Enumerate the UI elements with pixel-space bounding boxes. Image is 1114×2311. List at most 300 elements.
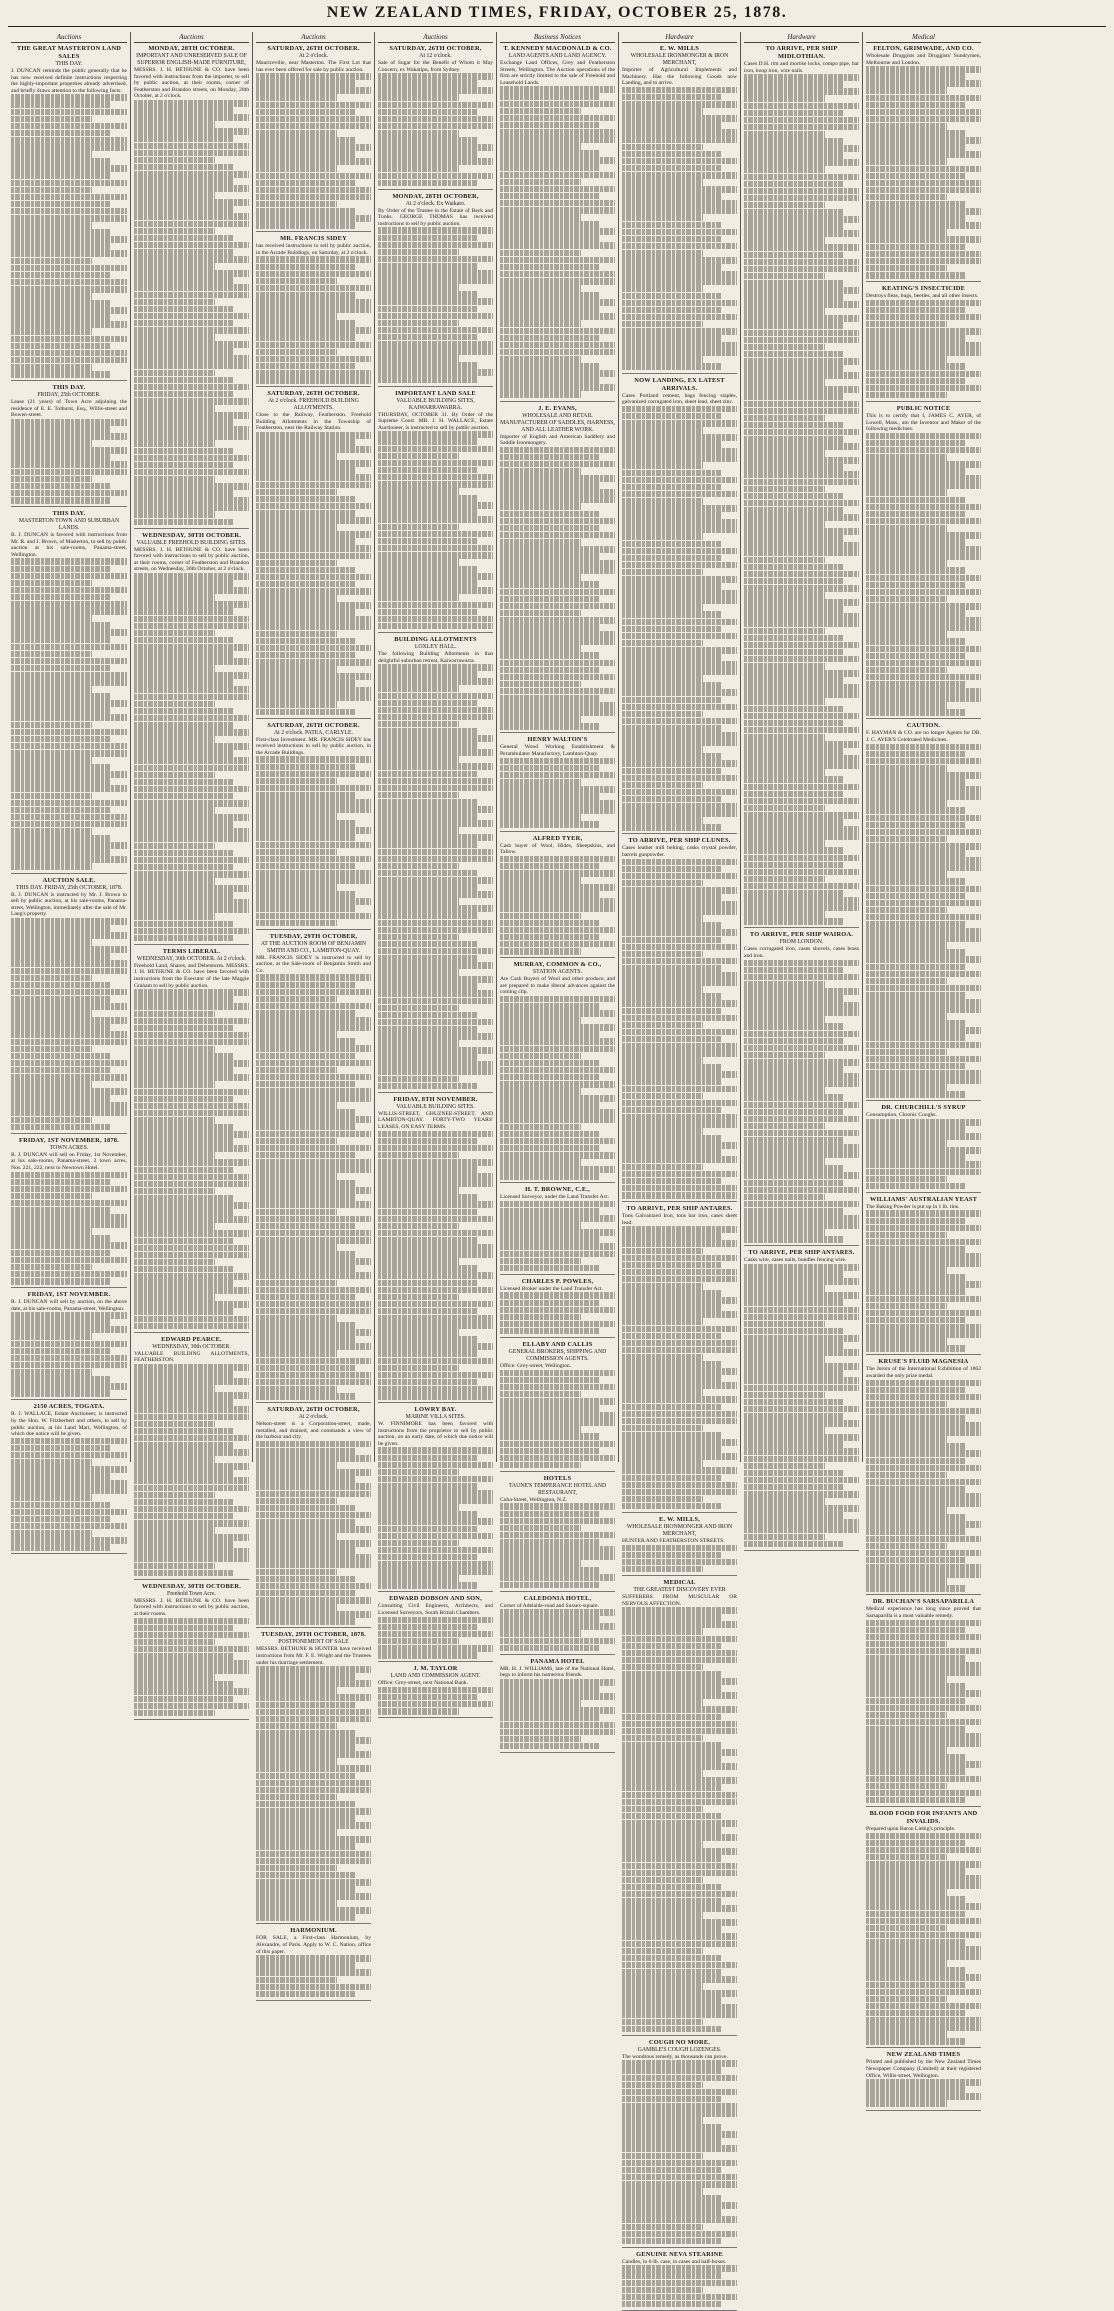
text-line <box>866 765 947 772</box>
text-line <box>744 741 859 748</box>
text-line <box>378 1083 477 1090</box>
text-line <box>500 1560 581 1567</box>
text-line <box>11 1348 111 1355</box>
text-line <box>378 151 477 158</box>
text-line <box>500 1729 615 1736</box>
text-line <box>500 1370 615 1377</box>
text-line <box>256 567 355 574</box>
ad-title: PANAMA HOTEL <box>530 1657 585 1665</box>
text-line <box>11 743 127 750</box>
text-line <box>256 659 371 666</box>
text-line <box>500 553 599 560</box>
text-line <box>866 1521 981 1528</box>
text-line <box>866 617 981 624</box>
text-line <box>622 1714 721 1721</box>
text-line <box>256 496 355 503</box>
text-line <box>11 1039 127 1046</box>
text-line <box>744 578 843 585</box>
text-line <box>378 263 477 270</box>
text-line <box>866 236 981 243</box>
text-line <box>744 1016 825 1023</box>
text-line <box>744 1342 843 1349</box>
text-line <box>256 1865 337 1872</box>
text-line <box>744 974 859 981</box>
ad-body: The wondrous remedy, as thousands can prove. <box>622 2053 728 2060</box>
text-line <box>622 704 737 711</box>
text-line <box>256 123 371 130</box>
text-line <box>378 778 493 785</box>
text-line <box>622 1064 721 1071</box>
text-line <box>500 186 615 193</box>
ad-title: TO ARRIVE, PER SHIP WAIROA. <box>749 931 854 939</box>
text-line <box>378 552 493 559</box>
ad-title: E. W. MILLS, <box>659 1515 700 1523</box>
text-line <box>866 1790 981 1797</box>
ad-body: General Wood Working Establishment & Perambulator Manufactory, Lambton-Quay. <box>500 744 615 758</box>
text-line <box>622 2181 737 2188</box>
text-line <box>622 1396 737 1403</box>
text-line <box>11 1319 111 1326</box>
text-line <box>256 144 371 151</box>
text-line <box>256 116 371 123</box>
text-line <box>622 1467 737 1474</box>
ad-title: BLOOD FOOD FOR INFANTS AND INVALIDS. <box>869 1809 978 1825</box>
text-line <box>744 734 825 741</box>
text-line <box>134 679 233 686</box>
text-line <box>256 1322 355 1329</box>
text-line <box>256 446 371 453</box>
text-line <box>744 308 825 315</box>
text-line <box>134 921 233 928</box>
text-line <box>744 152 843 159</box>
text-line <box>622 1347 737 1354</box>
text-line <box>622 569 703 576</box>
text-line <box>11 1186 127 1193</box>
text-line <box>866 1712 947 1719</box>
text-line <box>866 567 965 574</box>
text-line <box>622 951 703 958</box>
text-line <box>134 235 233 242</box>
text-line <box>866 695 981 702</box>
text-line <box>134 1548 249 1555</box>
text-line <box>11 601 127 608</box>
text-line <box>744 698 825 705</box>
text-line <box>11 672 127 679</box>
text-line <box>500 129 615 136</box>
text-line <box>500 214 581 221</box>
text-line <box>256 482 371 489</box>
text-line <box>866 1761 981 1768</box>
text-line <box>256 1053 355 1060</box>
text-line <box>622 1368 737 1375</box>
ad-title: THE GREAT MASTERTON LAND SALES <box>16 45 122 60</box>
text-line <box>11 1053 111 1060</box>
text-line <box>866 978 947 985</box>
text-line <box>500 581 599 588</box>
text-line <box>744 1094 843 1101</box>
text-line <box>11 250 127 257</box>
text-line <box>866 222 981 229</box>
text-line <box>134 1138 233 1145</box>
text-line <box>622 2231 737 2238</box>
text-line <box>378 962 493 969</box>
text-line <box>134 1167 233 1174</box>
column-heading: Hardware <box>622 32 737 43</box>
advertisement <box>744 45 859 928</box>
text-line <box>866 1733 981 1740</box>
text-line <box>866 258 981 265</box>
text-line <box>378 158 493 165</box>
text-line <box>134 906 249 913</box>
text-line <box>11 1067 111 1074</box>
text-line <box>11 1383 127 1390</box>
text-line <box>744 649 843 656</box>
text-line <box>134 483 249 490</box>
text-line <box>11 1117 92 1124</box>
text-line <box>11 1445 111 1452</box>
text-line <box>256 1829 337 1836</box>
text-line <box>378 728 477 735</box>
text-line <box>134 1287 249 1294</box>
text-line <box>11 1228 92 1235</box>
text-line <box>11 651 92 658</box>
ad-title: HENRY WALTON'S <box>527 736 588 744</box>
text-line <box>622 1121 737 1128</box>
text-line <box>866 1493 981 1500</box>
text-line <box>866 1528 965 1535</box>
text-line <box>256 1315 337 1322</box>
text-line <box>256 1561 371 1568</box>
text-line <box>866 772 981 779</box>
text-line <box>622 1834 737 1841</box>
text-line <box>622 1475 721 1482</box>
ad-subtitle: GAMBLE'S COUGH LOZENGES. <box>637 2046 722 2053</box>
text-line <box>500 617 615 624</box>
text-line <box>744 642 859 649</box>
text-line <box>622 2082 703 2089</box>
text-line <box>744 514 859 521</box>
text-line <box>256 1611 371 1618</box>
text-line <box>744 131 825 138</box>
text-line <box>256 1350 337 1357</box>
ad-body: This is to certify that I, JAMES C. AYER, of Lowell, Mass., am the Inventor and Maker of the following medicines. <box>866 412 981 433</box>
ad-title: J. E. EVANS, <box>538 404 577 412</box>
ad-title: TERMS LIBERAL. <box>162 947 221 955</box>
text-line <box>622 108 703 115</box>
advertisement <box>256 390 371 719</box>
text-line <box>622 1411 737 1418</box>
text-line <box>500 941 615 948</box>
text-line <box>622 1489 737 1496</box>
text-line <box>866 349 981 356</box>
advertisement <box>622 377 737 835</box>
text-line <box>744 1356 825 1363</box>
text-line <box>134 935 233 942</box>
text-line <box>256 1483 371 1490</box>
text-line <box>378 1694 477 1701</box>
ad-body: Consumption, Chronic Coughs. <box>866 1112 937 1119</box>
text-line <box>500 638 615 645</box>
text-line <box>866 681 965 688</box>
text-line <box>134 1117 215 1124</box>
text-line <box>622 1192 737 1199</box>
text-line <box>11 172 111 179</box>
text-line <box>11 1193 92 1200</box>
text-line <box>256 785 371 792</box>
ad-subtitle: At 2 o'clock. Ex Waikato. <box>405 200 466 207</box>
text-line <box>500 250 581 257</box>
text-line <box>378 856 493 863</box>
text-line <box>134 850 233 857</box>
text-line <box>11 461 127 468</box>
ad-subtitle: IMPORTANT AND UNRESERVED SALE OF SUPERIOR ENGLISH-MADE FURNITURE, <box>136 53 247 66</box>
text-line <box>866 893 965 900</box>
text-line <box>744 1377 859 1384</box>
text-line <box>622 768 721 775</box>
text-line <box>744 110 843 117</box>
ad-body: Freehold Land, Shares, and Debentures. MESSRS. J. H. BETHUNE & CO. have been favored with instructions from the Executor of the late Maggie Graham to sell by public auction. <box>134 962 249 989</box>
text-line <box>622 2280 737 2287</box>
text-line <box>622 1057 703 1064</box>
text-line <box>744 1102 859 1109</box>
text-line <box>622 484 721 491</box>
text-line <box>866 1013 947 1020</box>
text-line <box>256 1455 371 1462</box>
text-line <box>866 1239 981 1246</box>
text-line <box>866 1641 947 1648</box>
text-line <box>622 533 703 540</box>
text-line <box>256 73 371 80</box>
text-line <box>11 1088 127 1095</box>
text-line <box>744 819 843 826</box>
text-line <box>866 660 981 667</box>
text-line <box>134 835 249 842</box>
text-line <box>256 1258 371 1265</box>
text-line <box>866 582 965 589</box>
text-line <box>378 502 493 509</box>
text-line <box>622 562 737 569</box>
text-line <box>500 518 615 525</box>
text-line <box>500 328 615 335</box>
text-line <box>866 489 947 496</box>
text-line <box>11 222 92 229</box>
text-line <box>11 1466 127 1473</box>
text-line <box>11 686 92 693</box>
newspaper-columns <box>8 32 1106 2265</box>
text-line <box>256 109 355 116</box>
text-line <box>866 194 947 201</box>
text-line <box>866 1946 981 1953</box>
advertisement <box>378 636 493 1093</box>
text-line <box>134 1681 233 1688</box>
text-line <box>866 829 981 836</box>
text-line <box>622 810 737 817</box>
text-line <box>622 1706 737 1713</box>
text-line <box>622 2188 703 2195</box>
text-line <box>500 765 599 772</box>
text-line <box>378 1379 477 1386</box>
text-line <box>134 355 249 362</box>
text-line <box>622 1453 737 1460</box>
text-line <box>134 242 249 249</box>
ad-body: Nelson-street is a Corporation-street, made, metalled, and drained, and commands a view of the harbour and city. <box>256 1421 371 1441</box>
text-line <box>134 135 233 142</box>
ad-title: EDWARD DOBSON AND SON, <box>389 1595 482 1603</box>
text-line <box>500 589 615 596</box>
text-line <box>134 362 249 369</box>
ad-body: Medical experience has long since proved that Sarsaparilla is a most valuable remedy. <box>866 1606 981 1619</box>
text-line <box>622 165 721 172</box>
text-line <box>866 800 947 807</box>
ad-title: WEDNESDAY, 30TH OCTOBER. <box>141 531 242 539</box>
text-line <box>866 843 981 850</box>
text-line <box>256 489 337 496</box>
text-line <box>500 489 615 496</box>
text-line <box>134 221 249 228</box>
text-line <box>256 1512 371 1519</box>
ad-title: MONDAY, 28TH OCTOBER. <box>148 45 235 52</box>
ad-title: LOWRY BAY. <box>414 1406 457 1414</box>
text-line <box>500 1024 615 1031</box>
text-line <box>622 1255 737 1262</box>
text-line <box>11 1046 92 1053</box>
text-line <box>256 1045 371 1052</box>
ad-body: The Baking Powder is put up in 1 lb. tins. <box>866 1203 960 1210</box>
text-line <box>134 157 215 164</box>
text-line <box>11 608 127 615</box>
ad-title: COUGH NO MORE. <box>648 2038 711 2046</box>
text-line <box>622 321 703 328</box>
text-line <box>500 228 615 235</box>
text-line <box>622 172 737 179</box>
text-line <box>866 1387 965 1394</box>
text-line <box>744 358 859 365</box>
text-line <box>500 1067 615 1074</box>
text-line <box>256 453 337 460</box>
text-line <box>866 251 981 258</box>
ad-body: R. J. WALLACE, Estate Auctioneer, is instructed by the Hon. W. Fitzherbert and others, to sell by public auction, at his Land Mart, Wellington, of which due notice will be given. <box>11 1411 127 1438</box>
text-line <box>378 320 459 327</box>
text-line <box>256 1230 371 1237</box>
text-line <box>866 1422 981 1429</box>
text-line <box>134 843 215 850</box>
text-line <box>622 1100 737 1107</box>
text-line <box>500 716 581 723</box>
text-line <box>378 1336 477 1343</box>
text-line <box>622 2209 721 2216</box>
text-line <box>256 503 371 510</box>
ad-subtitle: WEDNESDAY, 30th OCTOBER. At 2 o'clock. <box>136 955 247 962</box>
text-line <box>500 1405 599 1412</box>
text-line <box>866 1049 947 1056</box>
text-line <box>256 342 371 349</box>
ad-body: Printed and published by the New Zealand Times Newspaper Company (Limited) at their registered Office, Willis-street, Wellington. <box>866 2059 981 2079</box>
text-line <box>378 1194 477 1201</box>
text-line <box>500 610 581 617</box>
text-line <box>744 528 859 535</box>
text-line <box>11 1221 127 1228</box>
text-line <box>378 976 493 983</box>
text-line <box>744 960 859 967</box>
text-line <box>378 1061 493 1068</box>
text-line <box>11 828 92 835</box>
ad-body: First-class Investment. MR. FRANCIS SIDEY has received instructions to sell by public auction, in the Arcade Buildings. <box>256 736 371 756</box>
text-line <box>744 1052 825 1059</box>
text-line <box>256 1977 337 1984</box>
text-line <box>744 1087 825 1094</box>
text-line <box>256 778 337 785</box>
text-line <box>134 107 233 114</box>
text-line <box>11 109 127 116</box>
text-line <box>134 1499 233 1506</box>
text-line <box>744 1073 859 1080</box>
text-line <box>744 450 825 457</box>
advertisement <box>500 1278 615 1338</box>
advertisement <box>256 722 371 930</box>
text-line <box>622 307 721 314</box>
ad-body: FOR SALE, a First-class Harmonium, by Alexandre, of Paris. Apply to W. C. Nation, office of this paper. <box>256 1935 371 1955</box>
text-line <box>134 616 249 623</box>
text-line <box>622 1503 721 1510</box>
text-line <box>256 602 371 609</box>
text-line <box>866 1953 981 1960</box>
text-line <box>622 491 737 498</box>
text-line <box>134 1273 249 1280</box>
text-line <box>744 415 825 422</box>
column-heading: Auctions <box>11 32 127 43</box>
text-line <box>744 322 843 329</box>
text-line <box>866 1458 965 1465</box>
text-line <box>134 1316 249 1323</box>
text-line <box>866 1380 981 1387</box>
ad-title: TO ARRIVE, PER SHIP ANTARES. <box>626 1205 733 1213</box>
text-line <box>11 94 127 101</box>
text-line <box>378 990 493 997</box>
text-line <box>11 580 92 587</box>
text-line <box>744 464 843 471</box>
text-line <box>256 1280 337 1287</box>
text-line <box>11 286 127 293</box>
text-line <box>744 1413 843 1420</box>
text-line <box>866 779 965 786</box>
text-line <box>378 1033 493 1040</box>
text-line <box>500 546 615 553</box>
text-line <box>866 850 965 857</box>
advertisement <box>11 510 127 874</box>
ad-body: F. HAYMAN & CO. are no longer Agents for DR. J. C. AYER'S Celebrated Medicines. <box>866 730 981 744</box>
ad-title: NEW ZEALAND TIMES <box>886 2051 961 2059</box>
text-line <box>134 1477 249 1484</box>
text-line <box>622 1735 703 1742</box>
text-line <box>11 629 127 636</box>
text-line <box>622 2272 721 2279</box>
ad-title: FRIDAY, 1ST NOVEMBER. <box>27 1291 111 1298</box>
text-line <box>866 392 947 399</box>
text-line <box>866 1324 981 1331</box>
text-line <box>866 836 947 843</box>
text-line <box>134 1280 233 1287</box>
text-line <box>866 272 965 279</box>
text-line <box>11 996 111 1003</box>
advertisement <box>622 2251 737 2311</box>
text-line <box>256 1907 371 1914</box>
text-line <box>378 920 493 927</box>
text-line <box>622 2265 737 2272</box>
text-line <box>622 1699 703 1706</box>
text-line <box>134 1485 249 1492</box>
text-line <box>744 599 859 606</box>
text-line <box>866 1960 947 1967</box>
